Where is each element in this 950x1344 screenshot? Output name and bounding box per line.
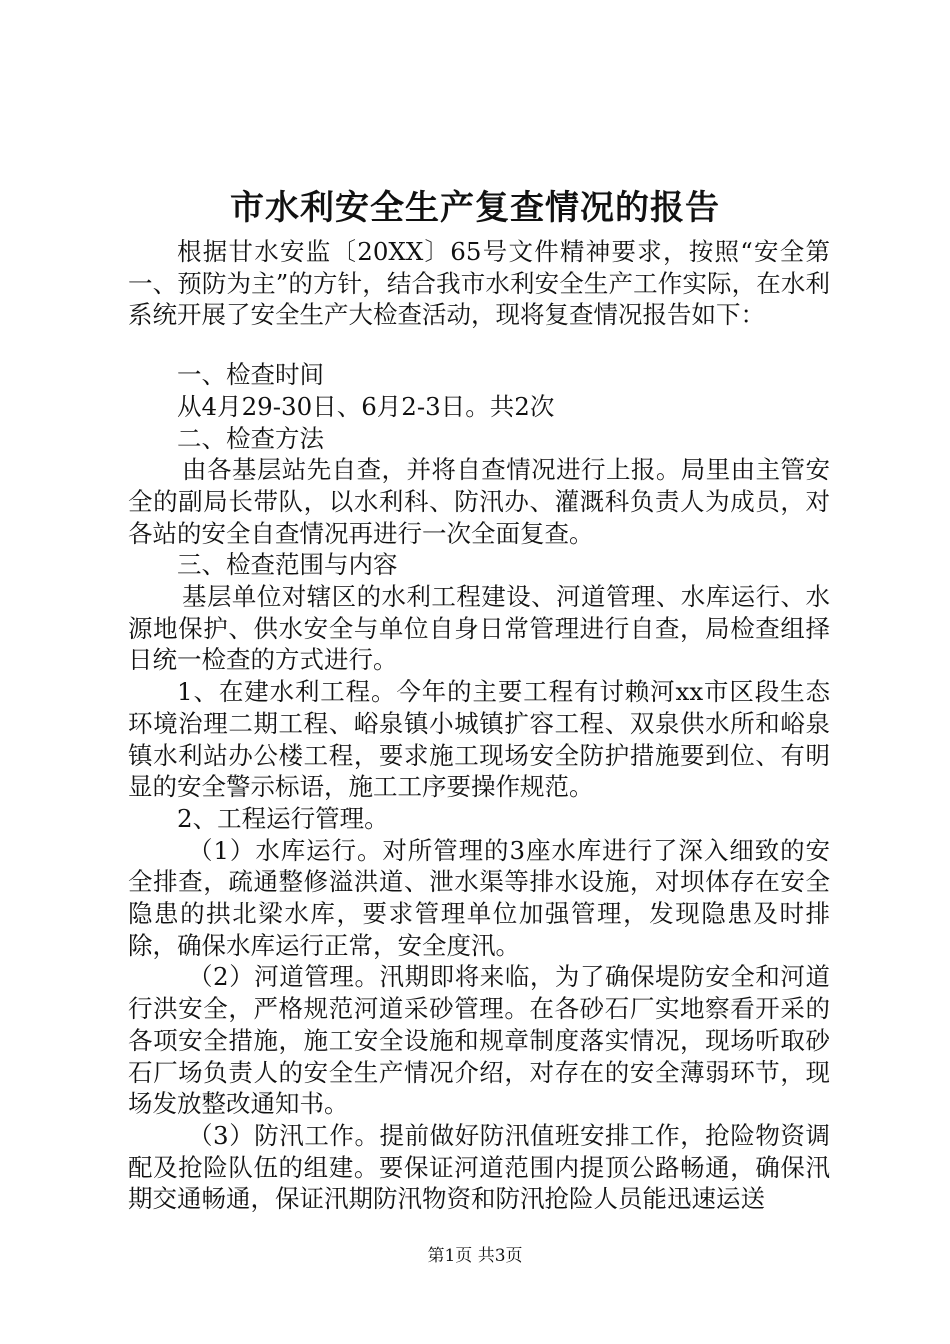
paragraph-intro: 根据甘水安监〔20XX〕65号文件精神要求，按照“安全第一、预防为主”的方针，结合我市水利安全生产工作实际，在水利系统开展了安全生产大检查活动，现将复查情况报告如下： [128,237,830,330]
paragraph-inspection-time: 从4月29-30日、6月2-3日。共2次 [177,391,555,421]
heading-inspection-scope: 三、检查范围与内容 [177,550,398,580]
document-title: 市水利安全生产复查情况的报告 [230,188,720,228]
paragraph-river-management: （2）河道管理。汛期即将来临，为了确保堤防安全和河道行洪安全，严格规范河道采砂管理。在各砂石厂实地察看开采的各项安全措施，施工安全设施和规章制度落实情况，现场听取砂石厂场负责人的安全生产情况介绍，对存在的安全薄弱环节，现场发放整改通知书。 [128,962,830,1119]
paragraph-reservoir-operation: （1）水库运行。对所管理的3座水库进行了深入细致的安全排查，疏通整修溢洪道、泄水渠等排水设施，对坝体存在安全隐患的拱北梁水库，要求管理单位加强管理，发现隐患及时排除，确保水库运行正常，安全度汛。 [128,835,830,960]
heading-inspection-time: 一、检查时间 [177,360,324,390]
document-body [128,236,830,1215]
paragraph-gap [128,331,830,359]
paragraph-inspection-scope: 基层单位对辖区的水利工程建设、河道管理、水库运行、水源地保护、供水安全与单位自身日常管理进行自查，局检查组择日统一检查的方式进行。 [128,582,830,675]
heading-project-operation: 2、工程运行管理。 [177,803,389,833]
paragraph-inspection-method: 由各基层站先自查，并将自查情况进行上报。局里由主管安全的副局长带队，以水利科、防汛办、灌溉科负责人为成员，对各站的安全自查情况再进行一次全面复查。 [128,455,830,548]
heading-inspection-method: 二、检查方法 [177,423,324,453]
page-footer: 第1页 共3页 [427,1246,523,1266]
paragraph-flood-control: （3）防汛工作。提前做好防汛值班安排工作，抢险物资调配及抢险队伍的组建。要保证河道范围内提顶公路畅通，确保汛期交通畅通，保证汛期防汛物资和防汛抢险人员能迅速运送 [128,1120,830,1214]
paragraph-construction-projects: 1、在建水利工程。今年的主要工程有讨赖河xx市区段生态环境治理二期工程、峪泉镇小城镇扩容工程、双泉供水所和峪泉镇水利站办公楼工程，要求施工现场安全防护措施要到位、有明显的安全警示标语，施工工序要操作规范。 [128,677,830,802]
